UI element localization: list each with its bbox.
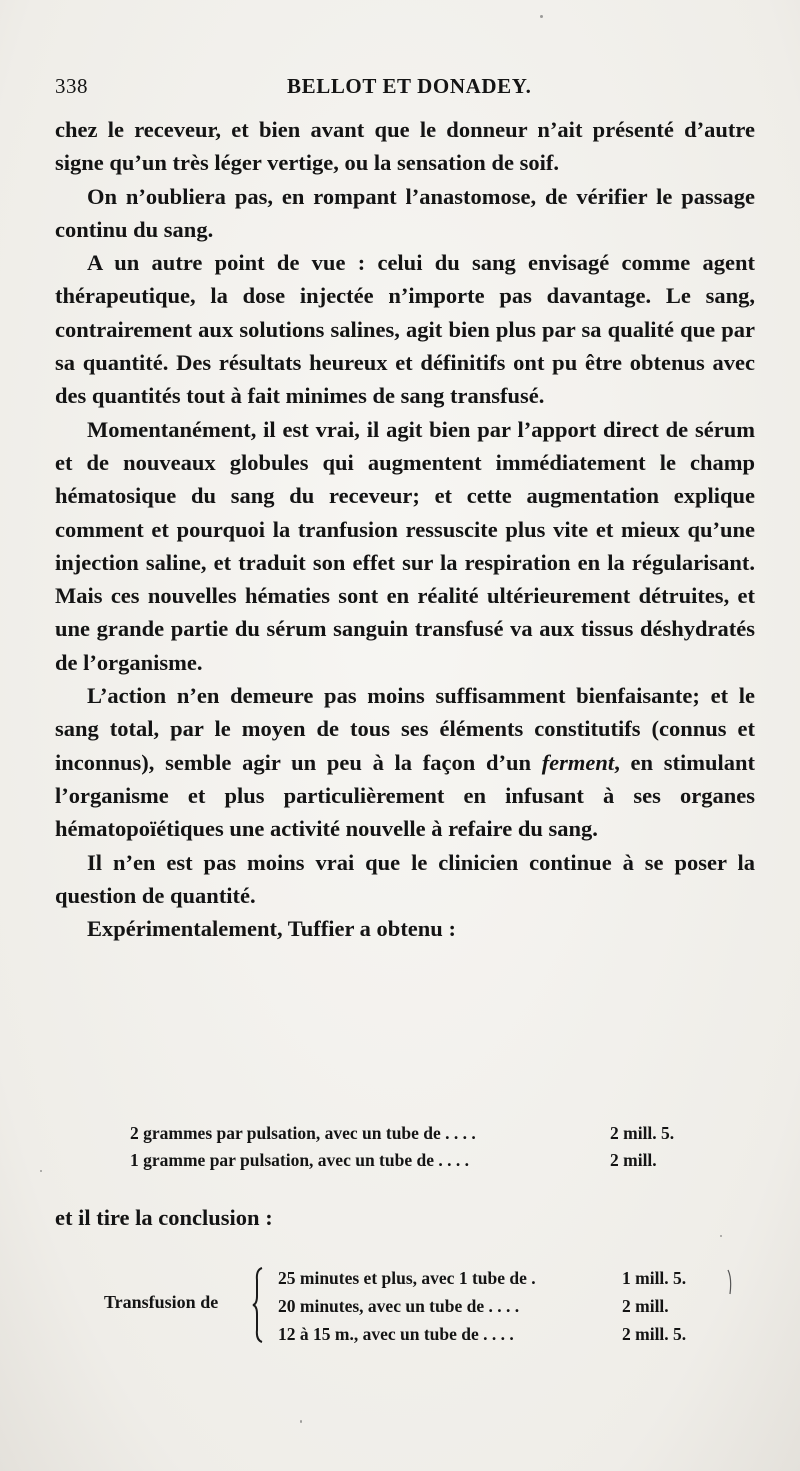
transfusion-value: 1 mill. 5. xyxy=(622,1268,687,1288)
page-number: 338 xyxy=(55,74,88,98)
paragraph xyxy=(55,679,755,845)
paragraph-text: , en stimulant l’organisme et plus particulièrement en infusant à ses organes hématopoïétiques une activité nouvelle à refaire du sang. xyxy=(55,749,755,842)
paper-speck xyxy=(300,1420,302,1423)
transfusion-value: 2 mill. xyxy=(622,1296,669,1316)
transfusion-table xyxy=(278,1264,728,1348)
result-row xyxy=(130,1120,690,1147)
paragraph-text: L’action n’en demeure pas moins suffisamment bienfaisante; et le sang total, par le moyen de tous ses éléments constitutifs (connus et inconnus), semble agir un peu à la façon d’un xyxy=(55,683,755,775)
paragraph: A un autre point de vue : celui du sang envisagé comme agent thérapeutique, la dose injectée n’importe pas davantage. Le sang, contrairement aux solutions salines, agit bien plus par sa qualité que par sa quantité. Des résultats heureux et définitifs ont pu être obtenus avec des quantités tout à fait minimes de sang transfusé. xyxy=(55,250,755,409)
paragraph: On n’oubliera pas, en rompant l’anastomose, de vérifier le passage continu du sang. xyxy=(55,183,755,242)
result-value: 2 mill. xyxy=(610,1150,657,1170)
italic-term: ferment xyxy=(541,749,615,775)
left-brace xyxy=(252,1266,264,1344)
transfusion-description: 20 minutes, avec un tube de . . . . xyxy=(278,1296,520,1316)
paragraph: chez le receveur, et bien avant que le donneur n’ait présenté d’autre signe qu’un très léger vertige, ou la sensation de soif. xyxy=(55,117,755,176)
transfusion-label: Transfusion de xyxy=(104,1292,219,1312)
paragraph: Momentanément, il est vrai, il agit bien par l’apport direct de sérum et de nouveaux globules qui augmentent immédiatement le champ hématosique du sang du receveur; et cette augmentation explique comment et pourquoi la tranfusion ressuscite plus vite et mieux qu’une injection saline, et traduit son effet sur la respiration en la régularisant. Mais ces nouvelles hématies sont en réalité ultérieurement détruites, et une grande partie du sérum sanguin transfusé va aux tissus déshydratés de l’organisme. xyxy=(55,416,755,675)
paper-speck xyxy=(540,15,543,18)
result-value: 2 mill. 5. xyxy=(610,1123,675,1143)
running-head: BELLOT ET DONADEY. xyxy=(287,74,532,98)
page-header xyxy=(55,74,755,104)
transfusion-row xyxy=(278,1292,728,1320)
transfusion-description: 25 minutes et plus, avec 1 tube de . xyxy=(278,1268,536,1288)
paragraph: Il n’en est pas moins vrai que le clinicien continue à se poser la question de quantité. xyxy=(55,849,755,908)
transfusion-value: 2 mill. 5. xyxy=(622,1324,687,1344)
result-description: 2 grammes par pulsation, avec un tube de . . . . xyxy=(130,1123,476,1143)
result-row xyxy=(130,1147,690,1174)
paper-speck xyxy=(40,1170,42,1172)
transfusion-row xyxy=(278,1264,728,1292)
transfusion-row xyxy=(278,1320,728,1348)
result-description: 1 gramme par pulsation, avec un tube de . . . . xyxy=(130,1150,469,1170)
experiment-results xyxy=(130,1120,690,1174)
transfusion-description: 12 à 15 m., avec un tube de . . . . xyxy=(278,1324,514,1344)
paper-speck xyxy=(720,1235,722,1237)
body-text xyxy=(55,113,755,945)
right-bracket-mark xyxy=(726,1268,734,1296)
paragraph: Expérimentalement, Tuffier a obtenu : xyxy=(87,916,456,942)
conclusion-line: et il tire la conclusion : xyxy=(55,1205,273,1230)
